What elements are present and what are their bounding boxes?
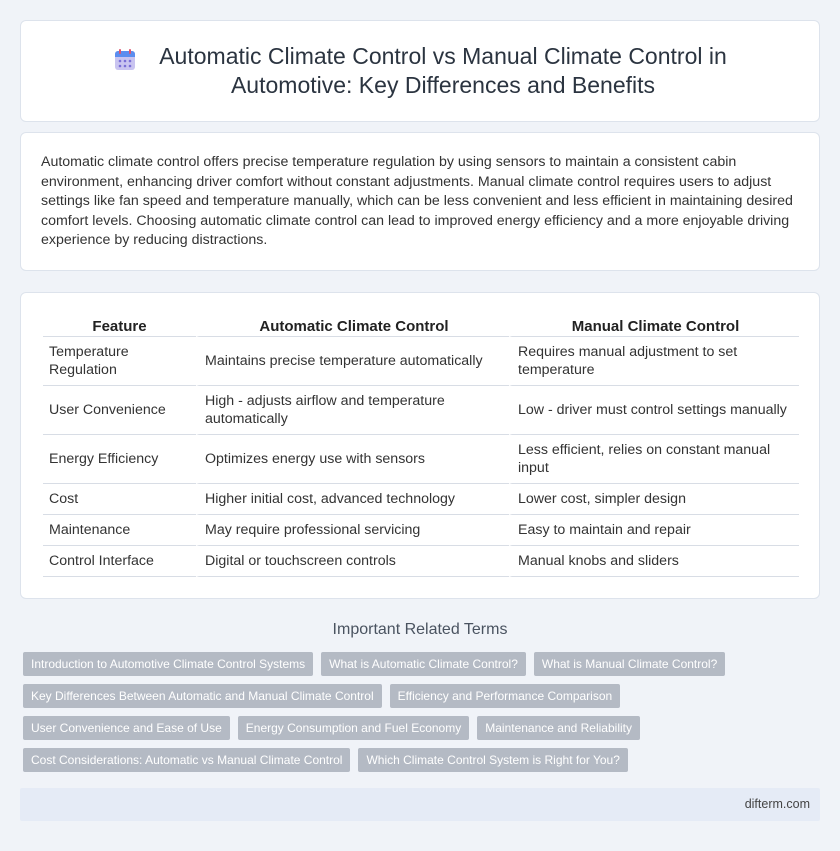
page-title (159, 42, 727, 100)
table-cell: Easy to maintain and repair (509, 515, 799, 546)
related-term-tag[interactable]: What is Manual Climate Control? (534, 652, 725, 676)
related-term-tag[interactable]: What is Automatic Climate Control? (321, 652, 526, 676)
related-term-tag[interactable]: Which Climate Control System is Right for You? (358, 748, 627, 772)
table-cell: High - adjusts airflow and temperature automatically (196, 386, 509, 435)
footer-site-link[interactable]: difterm.com (744, 797, 810, 811)
table-cell: Optimizes energy use with sensors (196, 435, 509, 484)
summary-card (20, 132, 820, 271)
table-cell: Requires manual adjustment to set temperature (509, 337, 799, 386)
tag-row (23, 748, 813, 772)
table-cell: Control Interface (43, 546, 196, 577)
table-cell: Less efficient, relies on constant manual input (509, 435, 799, 484)
comparison-table (43, 309, 799, 577)
table-cell: User Convenience (43, 386, 196, 435)
related-term-tag[interactable]: Key Differences Between Automatic and Manual Climate Control (23, 684, 382, 708)
table-cell: Higher initial cost, advanced technology (196, 484, 509, 515)
tag-row (23, 684, 813, 708)
related-terms-list (23, 652, 813, 780)
table-row (43, 435, 799, 484)
page-title-line2: Automotive: Key Differences and Benefits (230, 72, 655, 98)
related-term-tag[interactable]: Energy Consumption and Fuel Economy (238, 716, 469, 740)
header-card (20, 20, 820, 122)
related-term-tag[interactable]: Cost Considerations: Automatic vs Manual Climate Control (23, 748, 350, 772)
table-cell: Temperature Regulation (43, 337, 196, 386)
table-cell: Digital or touchscreen controls (196, 546, 509, 577)
table-cell: Lower cost, simpler design (509, 484, 799, 515)
related-term-tag[interactable]: Efficiency and Performance Comparison (390, 684, 621, 708)
table-cell: Manual knobs and sliders (509, 546, 799, 577)
related-term-tag[interactable]: Introduction to Automotive Climate Control Systems (23, 652, 313, 676)
table-row (43, 484, 799, 515)
table-header-cell: Manual Climate Control (509, 309, 799, 337)
table-row (43, 515, 799, 546)
table-row (43, 546, 799, 577)
related-term-tag[interactable]: User Convenience and Ease of Use (23, 716, 230, 740)
footer (20, 788, 820, 821)
related-terms-title: Important Related Terms (332, 621, 508, 638)
table-row (43, 337, 799, 386)
header-inner (113, 42, 727, 100)
table-cell: Energy Efficiency (43, 435, 196, 484)
comparison-table-card (20, 292, 820, 599)
page-title-line1: Automatic Climate Control vs Manual Climate Control in (159, 43, 727, 69)
table-cell: Low - driver must control settings manually (509, 386, 799, 435)
tag-row (23, 652, 813, 676)
table-header-cell: Automatic Climate Control (196, 309, 509, 337)
table-cell: Cost (43, 484, 196, 515)
table-header-row (43, 309, 799, 337)
related-term-tag[interactable]: Maintenance and Reliability (477, 716, 640, 740)
table-cell: May require professional servicing (196, 515, 509, 546)
table-cell: Maintenance (43, 515, 196, 546)
calendar-icon (113, 48, 137, 72)
table-header-cell: Feature (43, 309, 196, 337)
tag-row (23, 716, 813, 740)
table-cell: Maintains precise temperature automatically (196, 337, 509, 386)
summary-text: Automatic climate control offers precise temperature regulation by using sensors to maintain a consistent cabin environment, enhancing driver comfort without constant adjustments. Manual climate control requires users to adjust settings like fan speed and temperature manually, which can be less convenient and less efficient in maintaining desired comfort levels. Choosing automatic climate control can lead to improved energy efficiency and a more enjoyable driving experience by reducing distractions. (41, 154, 793, 249)
table-row (43, 386, 799, 435)
